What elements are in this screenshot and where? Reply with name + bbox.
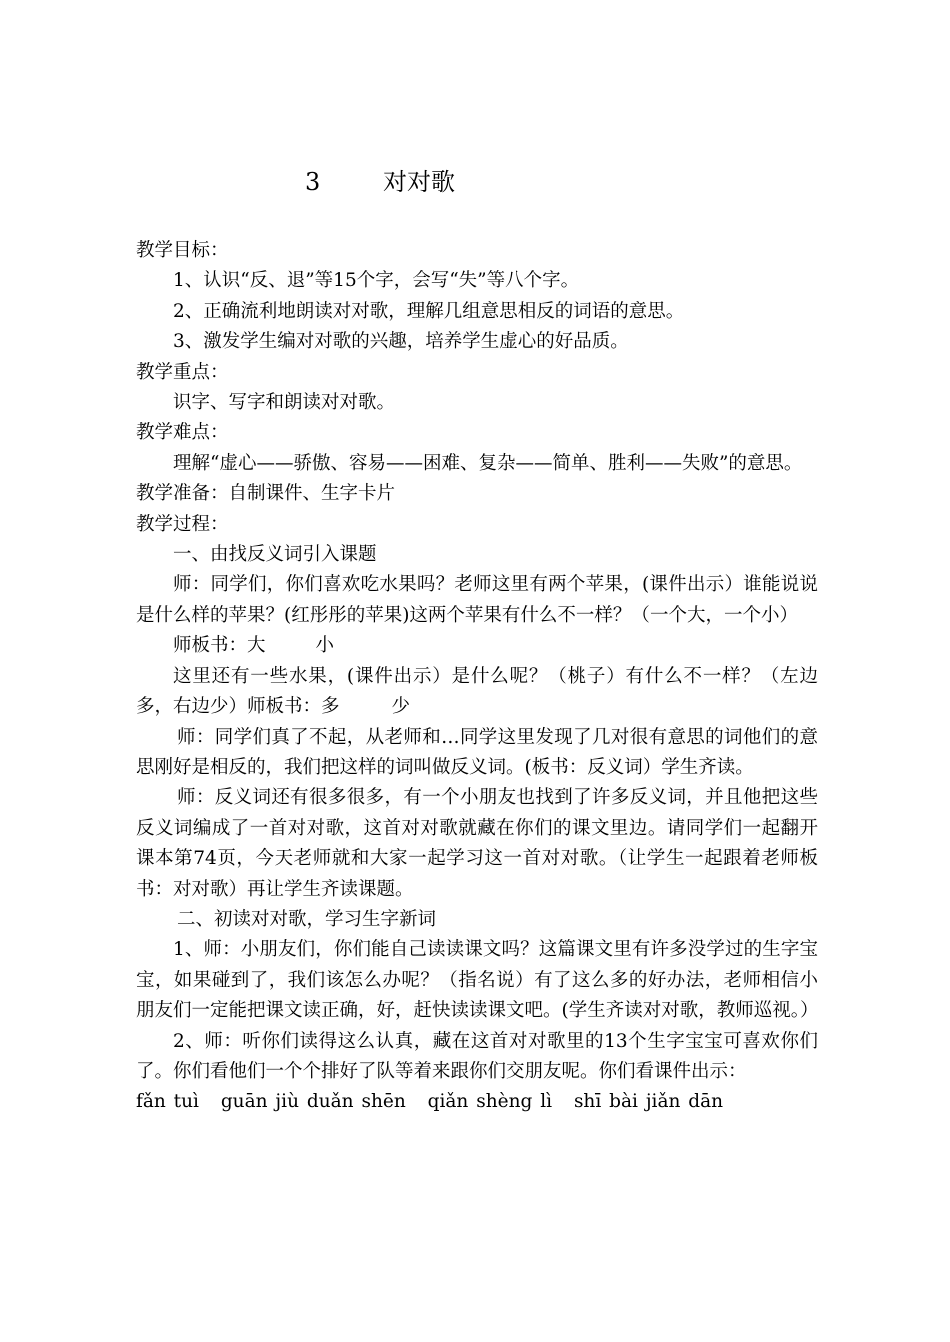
- objective-item-3: 3、激发学生编对对歌的兴趣，培养学生虚心的好品质。: [173, 331, 629, 353]
- difficulties-heading: 教学难点：: [136, 422, 229, 444]
- pinyin-group-1: fǎn tuì: [136, 1091, 199, 1113]
- objectives-heading: 教学目标：: [136, 240, 229, 261]
- preparation-text: 教学准备：自制课件、生字卡片: [136, 483, 396, 505]
- difficulties-text: 理解“虚心——骄傲、容易——困难、复杂——简单、胜利——失败”的意思。: [173, 452, 803, 474]
- section1-paragraph-1: 师：同学们，你们喜欢吃水果吗？老师这里有两个苹果，(课件出示）谁能说说是什么样的苹果？(红彤彤的苹果)这两个苹果有什么不一样？（一个大，一个小）: [136, 574, 818, 626]
- lesson-body: [136, 236, 818, 1118]
- key-points-heading: 教学重点：: [136, 361, 229, 383]
- pinyin-group-4: shī bài jiǎn dān: [573, 1091, 724, 1113]
- section2-paragraph-1: 1、师：小朋友们，你们能自己读读课文吗？这篇课文里有许多没学过的生字宝宝，如果碰到了，我们该怎么办呢？（指名说）有了这么多的好办法，老师相信小朋友们一定能把课文读正确，好，赶快读读课文吧。(学生齐读对对歌，教师巡视。）: [136, 939, 819, 1022]
- section1-paragraph-2-word: 少: [391, 696, 411, 718]
- section2-heading: 二、初读对对歌，学习生字新词: [177, 908, 437, 930]
- section1-paragraph-2: [136, 662, 818, 723]
- process-heading: 教学过程：: [136, 513, 229, 535]
- key-points-text: 识字、写字和朗读对对歌。: [173, 392, 396, 414]
- section1-paragraph-2-text: 这里还有一些水果，(课件出示）是什么呢？（桃子）有什么不一样？（左边多，右边少）师板书：多: [136, 665, 818, 718]
- lesson-number: 3: [305, 168, 321, 196]
- pinyin-group-2: guān jiù duǎn shēn: [220, 1091, 406, 1113]
- board-writing-1-label: 师板书：大: [173, 635, 266, 657]
- section1-paragraph-3: 师：同学们真了不起，从老师和…同学这里发现了几对很有意思的词他们的意思刚好是相反的，我们把这样的词叫做反义词。(板书：反义词）学生齐读。: [136, 726, 818, 778]
- board-writing-1: [136, 631, 818, 661]
- pinyin-row: [136, 1087, 818, 1117]
- pinyin-group-3: qiǎn shèng lì: [427, 1091, 553, 1113]
- lesson-title: [305, 166, 455, 198]
- board-writing-1-word: 小: [315, 635, 335, 657]
- objective-item-2: 2、正确流利地朗读对对歌，理解几组意思相反的词语的意思。: [173, 300, 685, 322]
- lesson-title-text: 对对歌: [383, 168, 455, 196]
- section1-heading: 一、由找反义词引入课题: [173, 544, 377, 566]
- objective-item-1: 1、认识“反、退”等15个字，会写“失”等八个字。: [173, 270, 580, 292]
- section2-paragraph-2: 2、师：听你们读得这么认真，藏在这首对对歌里的13个生字宝宝可喜欢你们了。你们看他们一个个排好了队等着来跟你们交朋友呢。你们看课件出示：: [136, 1030, 818, 1082]
- section1-paragraph-4: 师：反义词还有很多很多，有一个小朋友也找到了许多反义词，并且他把这些反义词编成了一首对对歌，这首对对歌就藏在你们的课文里边。请同学们一起翻开课本第74页，今天老师就和大家一起学习这一首对对歌。（让学生一起跟着老师板书：对对歌）再让学生齐读课题。: [136, 787, 818, 900]
